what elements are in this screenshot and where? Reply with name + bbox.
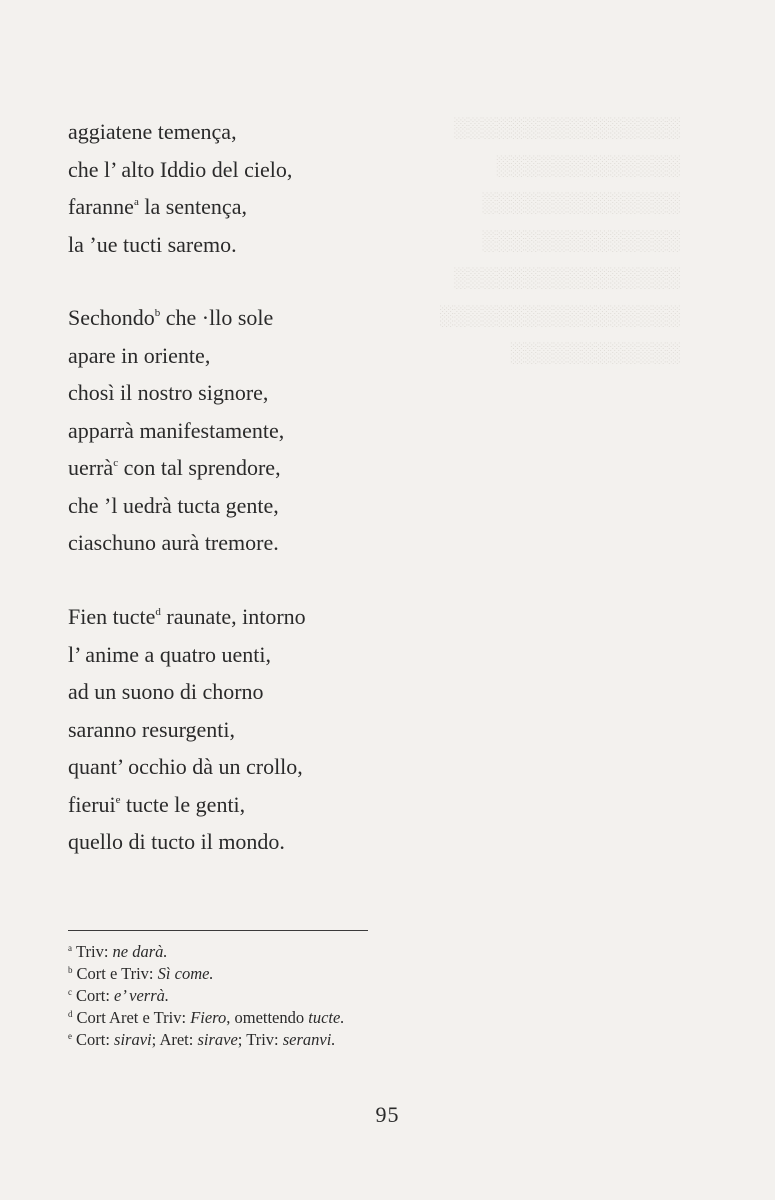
- poem-line-text: che l’ alto Iddio del cielo,: [68, 156, 293, 182]
- poem-line: [68, 449, 284, 487]
- poem-line-text: ciaschuno aurà tremore.: [68, 530, 279, 555]
- poem-line: [68, 786, 306, 824]
- poem-line-text: tucte le genti,: [120, 791, 246, 817]
- footnote-text: Triv:: [76, 942, 113, 961]
- footnote-text: ; Aret:: [151, 1030, 198, 1049]
- footnote-text: ne darà.: [112, 942, 168, 961]
- footnote-text: Cort e Triv:: [76, 964, 158, 983]
- footnote-text: tucte.: [308, 1008, 345, 1027]
- footnote-text: siravi: [114, 1030, 152, 1049]
- poem-line: [68, 412, 284, 450]
- poem-line: [68, 226, 292, 264]
- footnote: [68, 1029, 344, 1051]
- poem-line: [68, 524, 284, 562]
- poem-line-text: raunate, intorno: [160, 604, 306, 629]
- poem-line-text: la sentença,: [138, 194, 247, 219]
- poem-line-text: chosì il nostro signore,: [68, 380, 269, 405]
- footnote-text: Cort:: [76, 986, 115, 1005]
- poem-line-text: uerrà: [68, 455, 114, 480]
- footnote-text: Sì come.: [157, 964, 214, 983]
- footnote: [68, 985, 344, 1007]
- poem-line: [68, 673, 306, 711]
- footnote-text: Cort:: [76, 1030, 115, 1049]
- footnote-text: seranvi.: [282, 1030, 336, 1049]
- poem-line-text: Sechondo: [68, 305, 155, 330]
- poem-line-text: faranne: [68, 194, 134, 219]
- footnote-mark: c: [68, 987, 72, 997]
- footnote-mark: a: [68, 943, 72, 953]
- poem-line: [68, 748, 306, 786]
- poem-line-text: apparrà manifestamente,: [68, 417, 285, 443]
- footnote-text: Cort Aret e Triv:: [76, 1008, 191, 1027]
- footnote-text: , omettendo: [226, 1008, 309, 1027]
- footnotes: [68, 941, 344, 1051]
- footnote-text: sirave: [197, 1030, 238, 1049]
- footnote-text: e’ verrà.: [114, 986, 170, 1005]
- stanza-2: [68, 299, 284, 562]
- poem-line: [68, 337, 284, 375]
- footnote-marker: a: [133, 196, 139, 208]
- bleed-through-decoration: ░░░░░░░░░░░░░░░░ ░░░░░░░░░░░░░ ░░░░░░░░░░░░░░ ░░░░░░░░░░░░░░ ░░░░░░░░░░░░░░░░ ░░░░░░░░░░░░░░░░░ ░░░░░░░░░░░░: [440, 117, 681, 364]
- poem-line-text: con tal sprendore,: [118, 455, 281, 480]
- poem-line-text: che ·llo sole: [160, 305, 274, 330]
- poem-line-text: apare in oriente,: [68, 342, 211, 368]
- poem-line-text: saranno resurgenti,: [68, 716, 235, 742]
- poem-line: [68, 823, 306, 861]
- poem-line-text: aggiatene temença,: [68, 119, 237, 144]
- page-number: 95: [375, 1102, 400, 1127]
- footnote-marker: e: [115, 793, 121, 806]
- footnote: [68, 1007, 344, 1029]
- poem-line: [68, 299, 284, 337]
- poem-line: [68, 188, 292, 226]
- footnote-marker: b: [154, 307, 161, 319]
- poem-line-text: che ’l uedrà tucta gente,: [68, 492, 279, 518]
- poem-line-text: quello di tucto il mondo.: [68, 829, 285, 854]
- poem-line-text: ad un suono di chorno: [68, 679, 264, 704]
- poem-line: [68, 151, 292, 189]
- footnote: [68, 963, 344, 985]
- stanza-3: [68, 598, 306, 861]
- footnote-text: ; Triv:: [237, 1030, 283, 1049]
- poem-line-text: quant’ occhio dà un crollo,: [68, 754, 303, 779]
- stanza-1: [68, 113, 292, 263]
- footnote-mark: e: [68, 1031, 72, 1041]
- poem-line: [68, 636, 306, 674]
- poem-line-text: l’ anime a quatro uenti,: [68, 641, 272, 667]
- poem-line-text: la ’ue tucti saremo.: [68, 231, 237, 257]
- poem-line: [68, 598, 306, 636]
- poem-line: [68, 711, 306, 749]
- footnote-marker: d: [155, 606, 161, 618]
- footnote-mark: b: [68, 965, 73, 975]
- poem-line: [68, 487, 284, 525]
- footnote-mark: d: [68, 1009, 73, 1019]
- poem-line-text: fierui: [68, 791, 116, 817]
- poem-line-text: Fien tucte: [68, 604, 156, 629]
- poem-line: [68, 113, 292, 151]
- footnote-marker: c: [113, 457, 119, 469]
- footnote-divider: [68, 930, 368, 931]
- footnote: [68, 941, 344, 963]
- poem-line: [68, 374, 284, 412]
- footnote-text: Fiero: [190, 1008, 227, 1027]
